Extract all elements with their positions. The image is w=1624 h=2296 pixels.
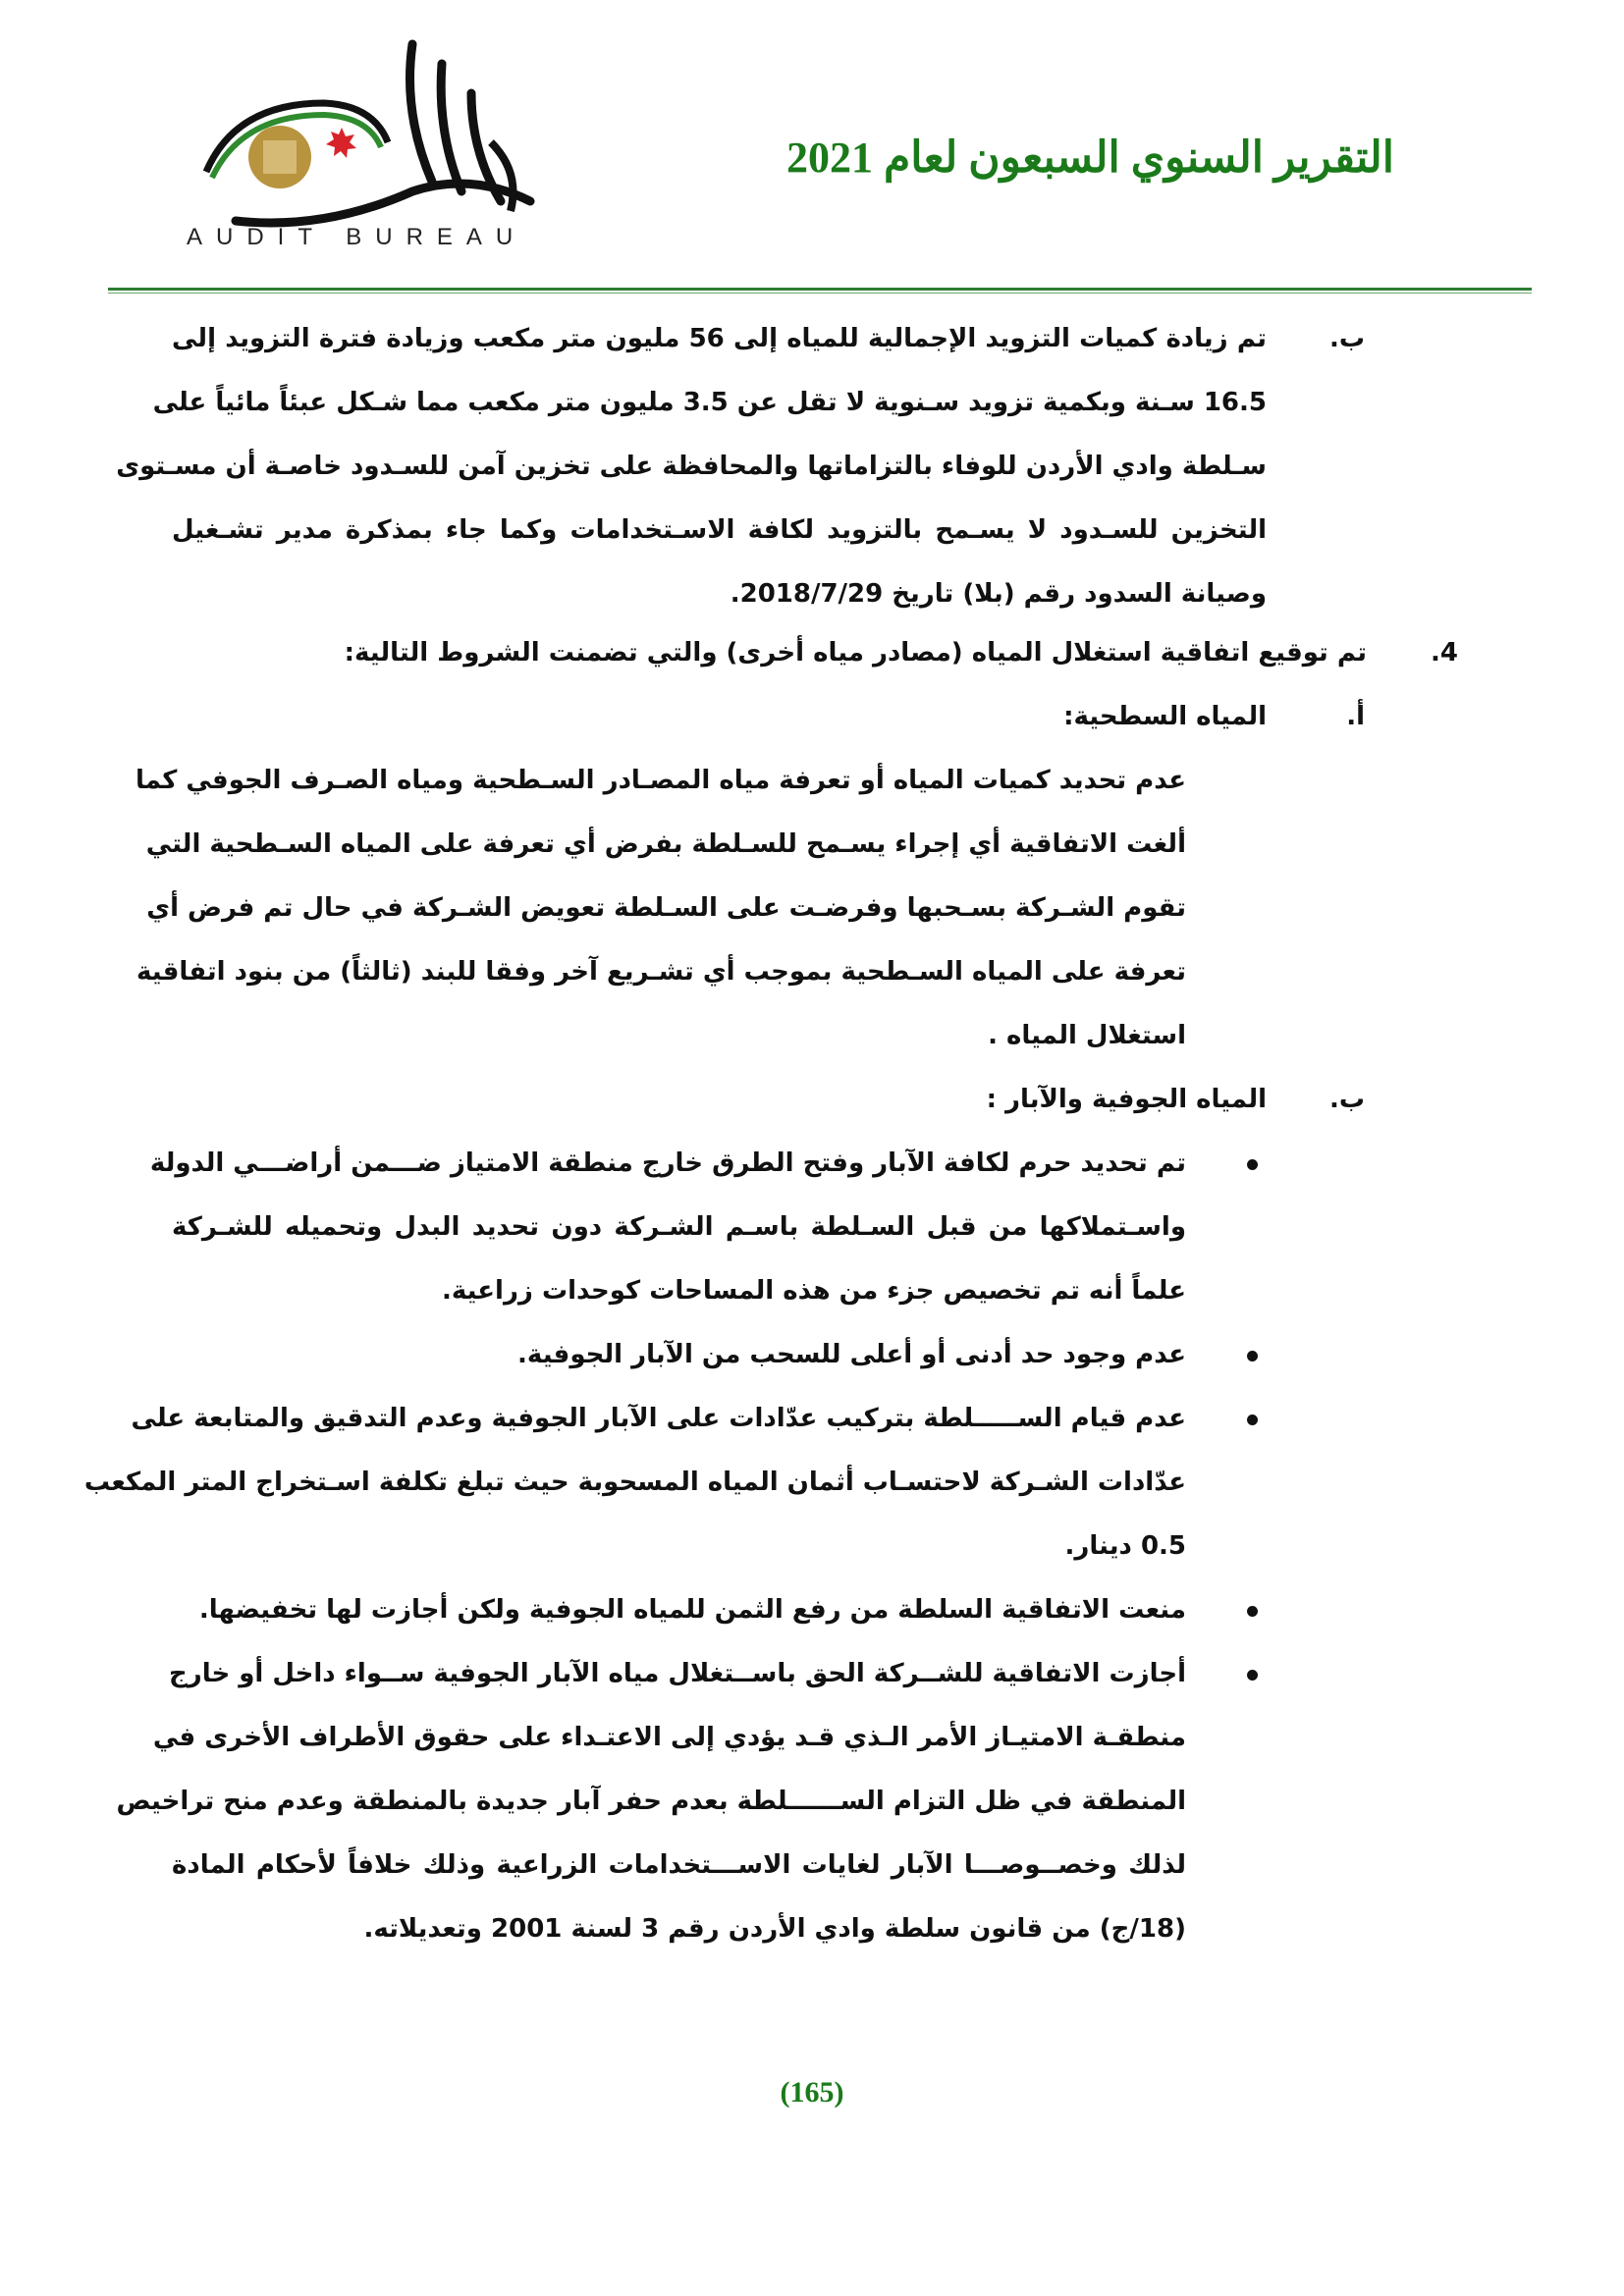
bullet-line: منطقـة الامتيـاز الأمر الـذي قـد يؤدي إلى الاعتـداء على حقوق الأطراف الأخرى في bbox=[152, 1723, 1186, 1752]
paragraph-line: وصيانة السدود رقم (بلا) تاريخ 2018/7/29. bbox=[730, 579, 1267, 609]
list-marker: ب. bbox=[1328, 324, 1365, 353]
item-text: تم توقيع اتفاقية استغلال المياه (مصادر مياه أخرى) والتي تضمنت الشروط التالية: bbox=[344, 638, 1367, 667]
subsection-heading: المياه السطحية: bbox=[1063, 702, 1267, 731]
paragraph-line: استغلال المياه . bbox=[988, 1021, 1186, 1050]
bullet-line: عدّادات الشـركة لاحتسـاب أثمان المياه المسحوبة حيث تبلغ تكلفة اسـتخراج المتر المكعب bbox=[83, 1468, 1186, 1497]
audit-bureau-logo bbox=[177, 34, 560, 255]
header-divider bbox=[108, 288, 1532, 291]
page-number: (165) bbox=[780, 2076, 844, 2109]
bullet-line: لذلك وخصــوصـــا الآبار لغايات الاســـتخدامات الزراعية وذلك خلافاً لأحكام المادة bbox=[172, 1850, 1186, 1880]
bullet-line: أجازت الاتفاقية للشــركة الحق باســتغلال مياه الآبار الجوفية ســواء داخل أو خارج bbox=[168, 1659, 1186, 1688]
list-marker: أ. bbox=[1346, 702, 1365, 731]
paragraph-line: عدم تحديد كميات المياه أو تعرفة مياه المصـادر السـطحية ومياه الصـرف الجوفي كما bbox=[135, 766, 1186, 795]
subsection-heading: المياه الجوفية والآبار : bbox=[986, 1085, 1267, 1114]
list-marker: 4. bbox=[1431, 638, 1458, 667]
paragraph-line: تعرفة على المياه السـطحية بموجب أي تشـريع آخر وفقا للبند (ثالثاً) من بنود اتفاقية bbox=[136, 957, 1186, 987]
paragraph-line: ألغت الاتفاقية أي إجراء يسـمح للسـلطة بفرض أي تعرفة على المياه السـطحية التي bbox=[145, 829, 1186, 859]
bullet-icon bbox=[1247, 1159, 1258, 1170]
bullet-line: منعت الاتفاقية السلطة من رفع الثمن للمياه الجوفية ولكن أجازت لها تخفيضها. bbox=[198, 1595, 1186, 1625]
bullet-line: 0.5 دينار. bbox=[1064, 1531, 1186, 1561]
bullet-line: تم تحديد حرم لكافة الآبار وفتح الطرق خارج منطقة الامتياز ضـــمن أراضـــي الدولة bbox=[149, 1148, 1186, 1178]
paragraph-line: سـلطة وادي الأردن للوفاء بالتزاماتها والمحافظة على تخزين آمن للسـدود خاصـة أن مسـتوى bbox=[116, 452, 1267, 481]
paragraph-line: التخزين للسـدود لا يسـمح بالتزويد لكافة الاسـتخدامات وكما جاء بمذكرة مدير تشـغيل bbox=[172, 515, 1267, 545]
bullet-line: عدم وجود حد أدنى أو أعلى للسحب من الآبار الجوفية. bbox=[517, 1340, 1186, 1369]
paragraph-line: 16.5 سـنة وبكمية تزويد سـنوية لا تقل عن 3.5 مليون متر مكعب مما شـكل عبئاً مائياً على bbox=[152, 388, 1267, 417]
paragraph-line: تم زيادة كميات التزويد الإجمالية للمياه إلى 56 مليون متر مكعب وزيادة فترة التزويد إلى bbox=[172, 324, 1268, 353]
header-divider-thin bbox=[108, 293, 1532, 294]
bullet-line: علماً أنه تم تخصيص جزء من هذه المساحات كوحدات زراعية. bbox=[442, 1276, 1186, 1306]
bullet-icon bbox=[1247, 1415, 1258, 1425]
logo-caption: AUDIT BUREAU bbox=[187, 224, 527, 250]
bullet-line: واسـتملاكها من قبل السـلطة باسـم الشـركة دون تحديد البدل وتحميله للشـركة bbox=[172, 1212, 1186, 1242]
paragraph-line: تقوم الشـركة بسـحبها وفرضـت على السـلطة تعويض الشـركة في حال تم فرض أي bbox=[146, 893, 1186, 923]
bullet-icon bbox=[1247, 1351, 1258, 1362]
bullet-line: المنطقة في ظل التزام الســــــلطة بعدم حفر آبار جديدة بالمنطقة وعدم منح تراخيص bbox=[116, 1787, 1186, 1816]
bullet-line: (18/ج) من قانون سلطة وادي الأردن رقم 3 لسنة 2001 وتعديلاته. bbox=[363, 1914, 1186, 1944]
bullet-line: عدم قيام الســـــلطة بتركيب عدّادات على الآبار الجوفية وعدم التدقيق والمتابعة على bbox=[131, 1404, 1186, 1433]
list-marker: ب. bbox=[1328, 1085, 1365, 1114]
report-title: التقرير السنوي السبعون لعام 2021 bbox=[785, 133, 1394, 182]
bullet-icon bbox=[1247, 1670, 1258, 1681]
bullet-icon bbox=[1247, 1606, 1258, 1617]
